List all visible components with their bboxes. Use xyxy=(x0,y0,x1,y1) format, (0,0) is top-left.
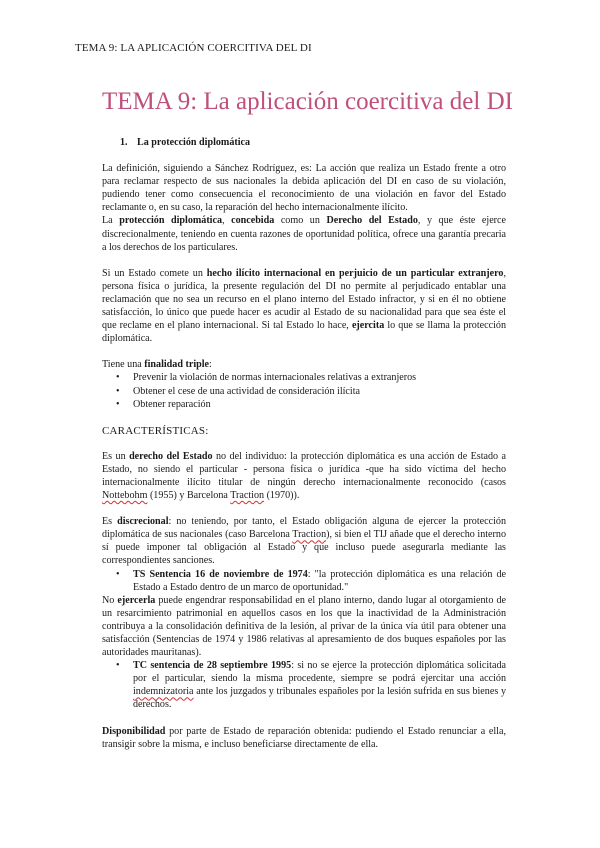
text-run: por parte de Estado de reparación obtenida: pudiendo el Estado renunciar a ella, transigir sobre la misma, e incluso beneficiarse directamente de ella. xyxy=(102,725,506,750)
text-run: , xyxy=(222,215,232,227)
ts-list xyxy=(102,568,506,594)
text-run: puede engendrar responsabilidad en el plano interno, dando lugar al otorgamiento de un resarcimiento patrimonial en aquellos casos en los que la inactividad de la Administración contribuya a la consolidación definitiva de la lesión, al privar de la única vía útil para obtener una satisfacción (Sentencias de 1974 y 1986 relativas al apresamiento de dos buques españoles por las autoridades mauritanas). xyxy=(102,594,506,659)
section-heading xyxy=(120,136,506,149)
bold-run: ejercerla xyxy=(117,594,156,606)
paragraph-discrecional xyxy=(102,515,506,567)
paragraph-derecho-estado xyxy=(102,450,506,502)
list-item xyxy=(116,659,506,711)
bold-run: Derecho del Estado xyxy=(326,215,418,227)
text-run: ), si bien el TIJ añade que el derecho interno sí puede imponer tal obligación al Estado y que incluso puede asegurarla mediante las correspondientes sanciones. xyxy=(102,529,506,567)
bold-run: TC sentencia de 28 septiembre 1995 xyxy=(133,660,292,672)
text-run: La definición, siguiendo a Sánchez Rodríguez, es: xyxy=(102,163,316,175)
spellcheck-word: Traction xyxy=(292,529,327,541)
document-body xyxy=(102,136,506,751)
text-run: La xyxy=(102,215,120,227)
bold-run: TS Sentencia 16 de noviembre de 1974 xyxy=(133,568,308,580)
list-item xyxy=(116,568,506,594)
bold-run: derecho del Estado xyxy=(129,450,213,462)
text-run: Si un Estado comete un xyxy=(102,267,207,279)
text-run: no del individuo: la protección diplomática es una acción de Estado a Estado, no siendo el particular - persona física o jurídica -que ha sido víctima del hecho internacionalmente ilícito titular de ningún derecho internacionalmente reconocido (casos xyxy=(102,450,507,488)
bold-run: discrecional xyxy=(117,516,169,528)
paragraph-proteccion xyxy=(102,214,506,253)
text-run: Es xyxy=(102,516,118,528)
text-run: , y que éste ejerce discrecionalmente, teniendo en cuenta razones de oportunidad política, ofrece una garantía precaria a los derechos de los particulares. xyxy=(102,215,506,253)
caracteristicas-heading: CARACTERÍSTICAS: xyxy=(102,424,209,437)
text-run: , persona física o jurídica, la presente regulación del DI no permite al perjudicado entablar una reclamación que no sea un recurso en el plano interno del Estado infractor, y si en él no obtiene satisfacción, lo único que puede hacer es acudir al Estado de su nacionalidad para que sea éste el que reclame en el plano internacional. Si tal Estado lo hace, xyxy=(102,267,506,332)
bold-run: protección diplomática xyxy=(119,215,223,227)
text-run: Es un xyxy=(102,450,130,462)
text-run: : "la protección diplomática es una relación de Estado a Estado dentro de un marco de oportunidad." xyxy=(133,568,506,593)
text-run: : xyxy=(209,359,212,371)
paragraph-finalidad xyxy=(102,358,506,371)
text-run: No xyxy=(102,594,118,606)
tc-list xyxy=(102,659,506,711)
paragraph-no-ejercerla xyxy=(102,594,506,659)
paragraph-definition xyxy=(102,162,506,214)
section-title: La protección diplomática xyxy=(137,137,251,148)
text-run: ante los juzgados y tribunales españoles por la lesión sufrida en sus bienes y derechos. xyxy=(133,686,506,711)
text-run: La acción que realiza un Estado frente a otro para reclamar respecto de sus nacionales la debida aplicación del DI en caso de su violación, pudiendo tener como consecuencia el reconocimiento de una violación en favor del Estado reclamante o, en su caso, la reparación del hecho internacionalmente ilícito. xyxy=(102,163,506,214)
text-run: (1970)). xyxy=(264,490,300,502)
spellcheck-word: indemnizatoria xyxy=(133,686,194,698)
page-title: TEMA 9: La aplicación coercitiva del DI xyxy=(102,88,513,115)
list-item: • Obtener el cese de una actividad de consideración ilícita xyxy=(116,385,506,398)
text-run: lo que se llama la protección diplomática. xyxy=(102,320,507,345)
text-run: : si no se ejerce la protección diplomática solicitada por el particular, siendo la misma procedente, siempre se podrá ejercitar una acción xyxy=(133,660,506,685)
paragraph-hecho-ilicito xyxy=(102,267,506,346)
section-number: 1. xyxy=(120,137,128,148)
bold-run: hecho ilícito internacional en perjuicio de un particular extranjero xyxy=(206,267,504,279)
text-run: Tiene una xyxy=(102,359,145,371)
text-run: (1955) y Barcelona xyxy=(147,490,231,502)
bold-run: finalidad triple xyxy=(144,359,210,371)
list-item: • Obtener reparación xyxy=(116,398,506,411)
page-header: TEMA 9: LA APLICACIÓN COERCITIVA DEL DI xyxy=(75,42,312,54)
finalidad-list xyxy=(102,371,506,410)
spellcheck-word: Nottebohm xyxy=(102,490,148,502)
bold-run: ejercita xyxy=(351,320,385,332)
bold-run: concebida xyxy=(231,215,275,227)
paragraph-disponibilidad xyxy=(102,725,506,751)
bold-run: Disponibilidad xyxy=(102,725,166,737)
list-item: • Prevenir la violación de normas internacionales relativas a extranjeros xyxy=(116,371,506,384)
text-run: : no teniendo, por tanto, el Estado obligación alguna de ejercer la protección diplomática de sus nacionales (caso Barcelona xyxy=(102,516,507,541)
text-run: como un xyxy=(274,215,327,227)
spellcheck-word: Traction xyxy=(230,490,265,502)
